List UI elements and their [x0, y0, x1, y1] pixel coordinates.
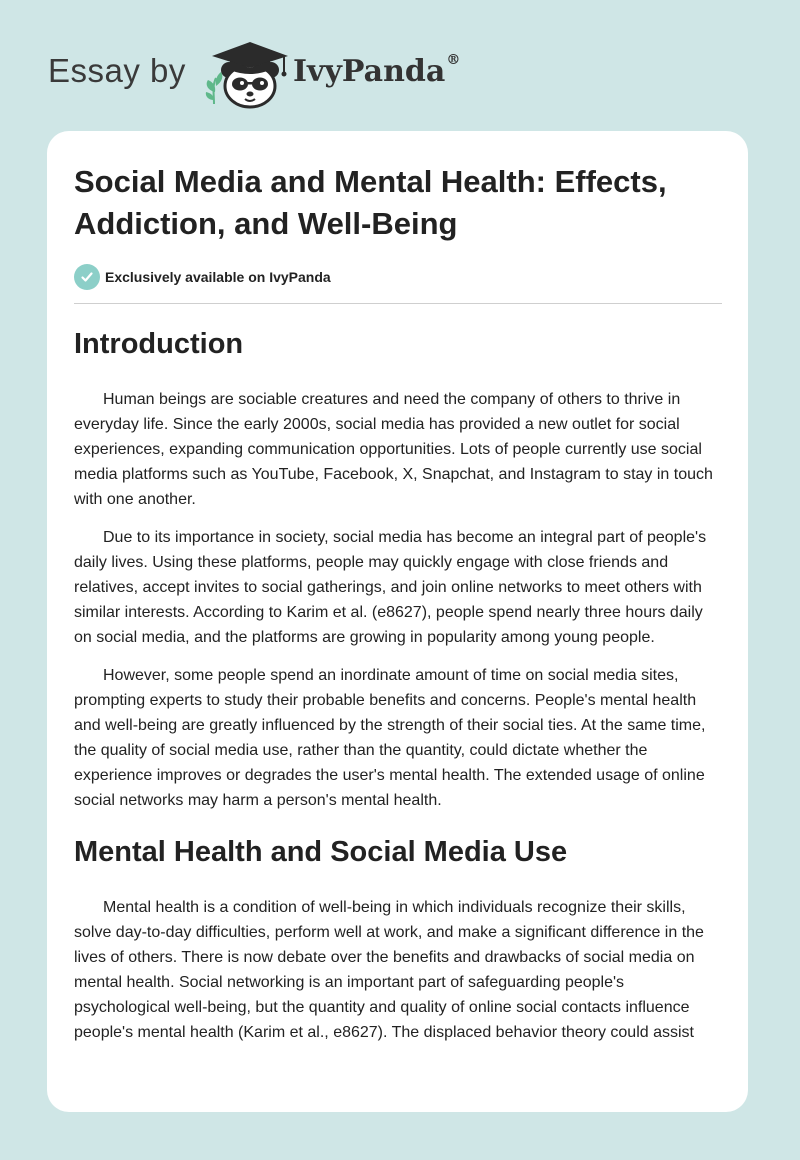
brand-name[interactable]: [293, 54, 460, 89]
paragraph: Due to its importance in society, social media has become an integral part of people's daily lives. Using these platforms, people may quickly engage with close friends and relatives, accept invites to social gatherings, and join online networks to meet others with similar interests. According to Karim et al. (e8627), people spend nearly three hours daily on social media, and the platforms are growing in popularity among young people.: [74, 529, 707, 646]
paragraph: Mental health is a condition of well-being in which individuals recognize their skills, solve day-to-day difficulties, perform well at work, and make a significant difference in the lives of others. There is now debate over the benefits and drawbacks of social media on mental health. Social networking is an important part of safeguarding people's psychological well-being, but the quantity and quality of online social contacts influence people's mental health (Karim et al., e8627). The displaced behavior theory could assist: [74, 899, 704, 1041]
paragraph: Human beings are sociable creatures and need the company of others to thrive in everyday life. Since the early 2000s, social media has provided a new outlet for social experiences, expanding communication opportunities. Lots of people currently use social media platforms such as YouTube, Facebook, X, Snapchat, and Instagram to stay in touch with one another.: [74, 391, 713, 508]
article-card: [47, 131, 748, 1112]
article-title: Social Media and Mental Health: Effects, Addiction, and Well-Being: [74, 164, 667, 241]
exclusive-label: Exclusively available on IvyPanda: [105, 269, 331, 285]
essay-by-label: Essay by: [48, 52, 186, 89]
section-heading-introduction: Introduction: [74, 328, 244, 360]
check-icon: [74, 264, 100, 290]
exclusive-badge: [74, 264, 331, 290]
registered-mark: ®: [446, 52, 461, 68]
panda-graduate-icon[interactable]: [200, 34, 292, 110]
divider: [74, 303, 722, 304]
section-heading-mental-health: Mental Health and Social Media Use: [74, 836, 568, 868]
paragraph: However, some people spend an inordinate amount of time on social media sites, prompting experts to study their probable benefits and concerns. People's mental health and well-being are greatly influenced by the strength of their social ties. At the same time, the quality of social media use, rather than the quantity, could dictate whether the experience improves or degrades the user's mental health. The extended usage of online social networks may harm a person's mental health.: [74, 667, 706, 809]
site-header: [0, 0, 800, 130]
article-body: [74, 323, 724, 1045]
brand-text: IvyPanda: [293, 54, 446, 89]
